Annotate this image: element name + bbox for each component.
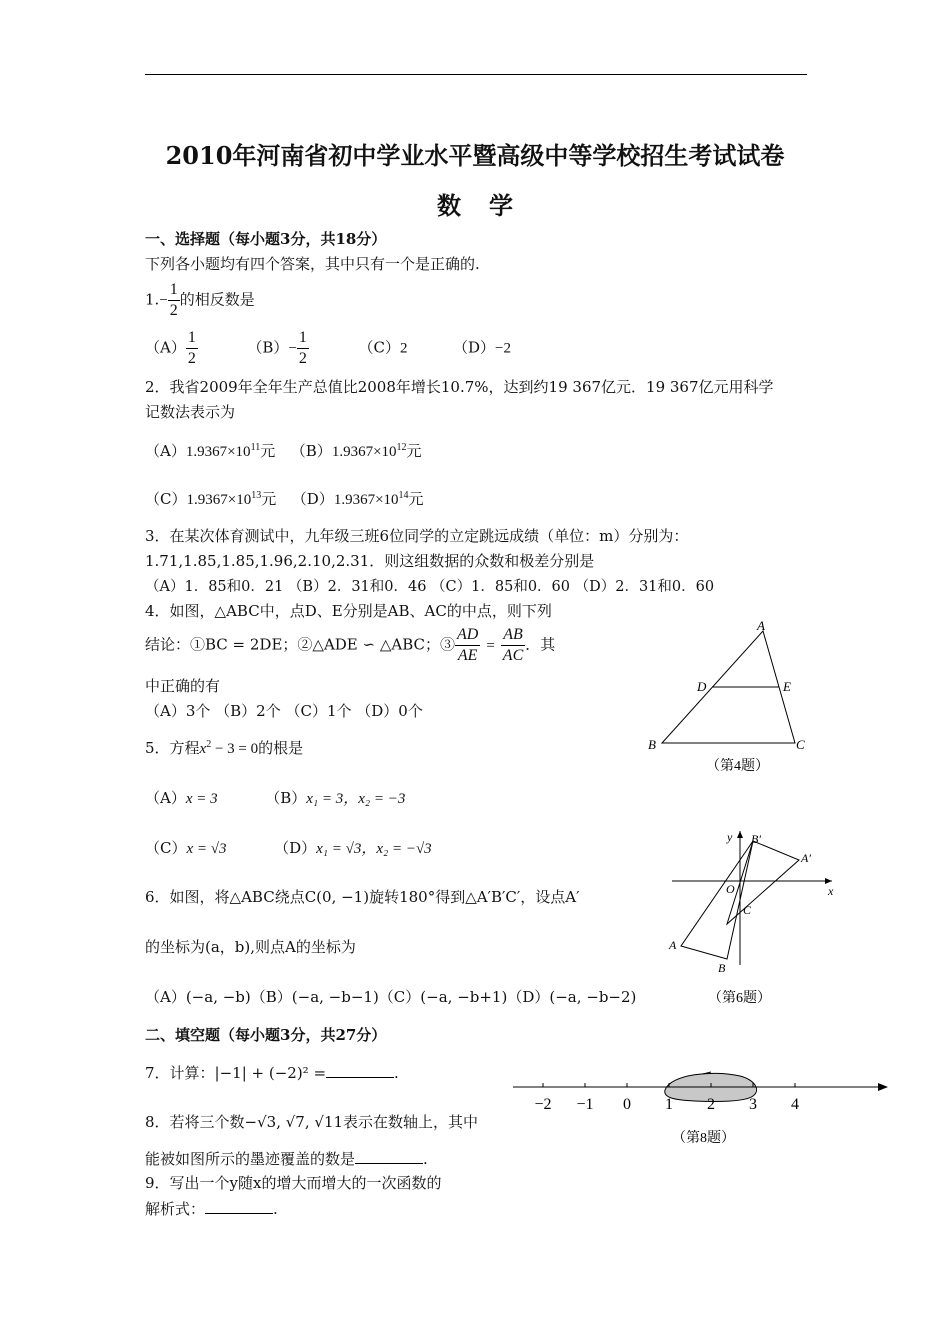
triangle-abc-rotated <box>681 841 753 959</box>
q4-frac2-den: AC <box>502 647 524 664</box>
q8-answer-blank[interactable] <box>355 1163 423 1164</box>
q1-optA-label: （A） <box>145 338 186 357</box>
q1-optC-label: （C） <box>358 338 400 357</box>
q4-line3: 中正确的有 <box>145 677 221 695</box>
q4-triangle-figure <box>640 615 820 780</box>
q5-suffix: 的根是 <box>258 739 304 757</box>
q2-line1: 2．我省2009年全年生产总值比2008年增长10.7%，达到约19 367亿元．19 367亿元用科学 <box>145 378 774 396</box>
label-A: A <box>757 618 765 633</box>
q8-line2-text: 能被如图所示的墨迹覆盖的数是 <box>145 1150 356 1168</box>
q7-end: . <box>394 1064 399 1082</box>
q4-line2 <box>145 625 555 666</box>
q6-line2: 的坐标为(a，b),则点A的坐标为 <box>145 938 356 956</box>
header-rule <box>145 74 807 75</box>
q4-frac2-num: AB <box>501 625 525 646</box>
q9-end: . <box>273 1200 278 1218</box>
label-O: O <box>726 882 735 896</box>
q5-optD-label: （D） <box>274 839 317 857</box>
q1-optB-label: （B） <box>247 338 289 357</box>
q6-caption: （第6题） <box>708 991 771 1006</box>
q4-line2-a: 结论：①BC = 2DE；②△ADE ∽ △ABC；③ <box>145 635 455 654</box>
label-A: A <box>669 938 677 952</box>
q8-line2 <box>145 1148 428 1169</box>
q3-line2: 1.71,1.85,1.85,1.96,2.10,2.31．则这组数据的众数和极差分别是 <box>145 552 595 570</box>
tick-label: 2 <box>707 1096 715 1113</box>
q5-eq-exp: 2 <box>206 739 212 750</box>
number-line-arrow <box>878 1083 888 1091</box>
label-B: B <box>718 961 726 975</box>
q4-frac2 <box>501 625 525 666</box>
tick-label: 3 <box>749 1096 757 1113</box>
q2-options-row2 <box>145 488 424 509</box>
q4-options: （A）3个 （B）2个 （C）1个 （D）0个 <box>145 702 423 720</box>
label-x: x <box>828 884 834 898</box>
label-C: C <box>796 737 805 752</box>
q2-optB-exp: 12 <box>396 442 407 453</box>
q9-line2-text: 解析式： <box>145 1200 206 1218</box>
q2-optB-unit: 元 <box>406 442 422 460</box>
section2-heading: 二、填空题（每小题3分，共27分） <box>145 1026 387 1044</box>
q1-options <box>145 328 511 369</box>
tick-label: −2 <box>534 1096 552 1113</box>
q9-line1: 9．写出一个y随x的增大而增大的一次函数的 <box>145 1174 442 1192</box>
label-B: B <box>648 737 656 752</box>
q8-caption: （第8题） <box>672 1131 735 1146</box>
q2-options-row1 <box>145 440 422 461</box>
tick-label: 1 <box>665 1096 673 1113</box>
label-D: D <box>697 679 707 694</box>
q1-fraction <box>168 280 180 321</box>
tick-label: 0 <box>623 1096 631 1113</box>
label-E: E <box>783 679 791 694</box>
q5-optB: x₁ = 3，x₂ = −3 <box>306 791 406 807</box>
q1-optD-value: −2 <box>495 340 512 357</box>
q5-stem <box>145 737 303 758</box>
section1-heading: 一、选择题（每小题3分，共18分） <box>145 230 387 248</box>
q1-optB-neg: − <box>288 340 297 357</box>
q1-optB-fraction <box>297 328 309 369</box>
q1-den: 2 <box>169 302 178 319</box>
y-axis-arrow <box>737 831 743 838</box>
q2-optD-label: （D） <box>291 490 334 508</box>
question-1 <box>145 280 255 321</box>
q2-optC-exp: 13 <box>251 490 262 501</box>
label-C: C <box>743 903 752 917</box>
q1-suffix: 的相反数是 <box>179 290 255 309</box>
q2-optD-exp: 14 <box>398 490 409 501</box>
q6-line1: 6．如图，将△ABC绕点C(0, −1)旋转180°得到△A′B′C′，设点A′ <box>145 888 580 906</box>
q1-optB-den: 2 <box>298 350 307 367</box>
q1-optC-value: 2 <box>399 340 408 357</box>
q1-optA-num: 1 <box>186 328 198 349</box>
q1-prefix: 1. <box>145 290 160 309</box>
q1-optA-den: 2 <box>187 350 196 367</box>
q5-optC-label: （C） <box>145 839 187 857</box>
q5-eq-base: x <box>199 741 207 757</box>
q4-frac1-num: AD <box>455 625 480 646</box>
q6-rotation-figure <box>660 825 845 1010</box>
q2-optA-base: 1.9367×10 <box>185 444 251 460</box>
q9-line2 <box>145 1198 278 1219</box>
q1-optA-fraction <box>186 328 198 369</box>
q2-optC-label: （C） <box>145 490 187 508</box>
q7-stem <box>145 1062 399 1083</box>
q8-number-line <box>505 1062 895 1152</box>
exam-title: 2010年河南省初中学业水平暨高级中等学校招生考试试卷 <box>165 141 785 170</box>
q2-optA-unit: 元 <box>260 442 276 460</box>
q5-optB-label: （B） <box>265 789 307 807</box>
q5-optC: x = √3 <box>186 841 227 857</box>
exam-subject: 数学 <box>437 191 541 220</box>
q6-options: （A）(−a, −b)（B）(−a, −b−1)（C）(−a, −b+1)（D）(−a, −b−2) <box>145 988 637 1006</box>
q1-num: 1 <box>168 280 180 301</box>
section1-intro: 下列各小题均有四个答案，其中只有一个是正确的. <box>145 255 480 273</box>
q2-optB-base: 1.9367×10 <box>331 444 397 460</box>
q9-answer-blank[interactable] <box>205 1213 273 1214</box>
q5-eq-rest: − 3 = 0 <box>211 741 259 757</box>
q2-optA-exp: 11 <box>250 442 261 453</box>
q7-text: 7．计算：|−1| + (−2)² = <box>145 1064 327 1082</box>
label-A-prime: A′ <box>801 851 811 865</box>
tick-label: −1 <box>576 1096 594 1113</box>
q5-prefix: 5．方程 <box>145 739 200 757</box>
q8-line1: 8．若将三个数−√3, √7, √11表示在数轴上，其中 <box>145 1113 479 1131</box>
q4-frac1 <box>455 625 480 666</box>
tick-label: 4 <box>791 1096 799 1113</box>
q5-optA: x = 3 <box>185 791 218 807</box>
q4-frac1-den: AE <box>457 647 478 664</box>
q3-line1: 3．在某次体育测试中，九年级三班6位同学的立定跳远成绩（单位：m）分别为： <box>145 527 689 545</box>
q2-optC-unit: 元 <box>261 490 277 508</box>
q2-optC-base: 1.9367×10 <box>186 492 252 508</box>
label-B-prime: B′ <box>751 832 761 846</box>
q4-caption: （第4题） <box>706 759 769 774</box>
q1-optD-label: （D） <box>453 338 496 357</box>
q2-optB-label: （B） <box>290 442 332 460</box>
q1-optB-num: 1 <box>297 328 309 349</box>
q5-optD: x₁ = √3，x₂ = −√3 <box>316 841 432 857</box>
q5-optA-label: （A） <box>145 789 186 807</box>
q1-neg: − <box>159 292 168 309</box>
q4-line2-b: ．其 <box>525 635 556 654</box>
q5-options-row2 <box>145 837 432 858</box>
q5-options-row1 <box>145 787 405 808</box>
q3-options: （A）1．85和0．21 （B）2．31和0．46 （C）1．85和0．60 （D）2．31和0．60 <box>145 579 715 595</box>
q7-answer-blank[interactable] <box>326 1077 394 1078</box>
q2-optD-unit: 元 <box>408 490 424 508</box>
q4-line1: 4．如图，△ABC中，点D、E分别是AB、AC的中点，则下列 <box>145 602 552 620</box>
label-y: y <box>727 830 733 844</box>
q2-optD-base: 1.9367×10 <box>333 492 399 508</box>
q4-eq: = <box>486 637 495 654</box>
q2-line2: 记数法表示为 <box>145 403 236 421</box>
q2-optA-label: （A） <box>145 442 186 460</box>
q8-end: . <box>423 1150 428 1168</box>
